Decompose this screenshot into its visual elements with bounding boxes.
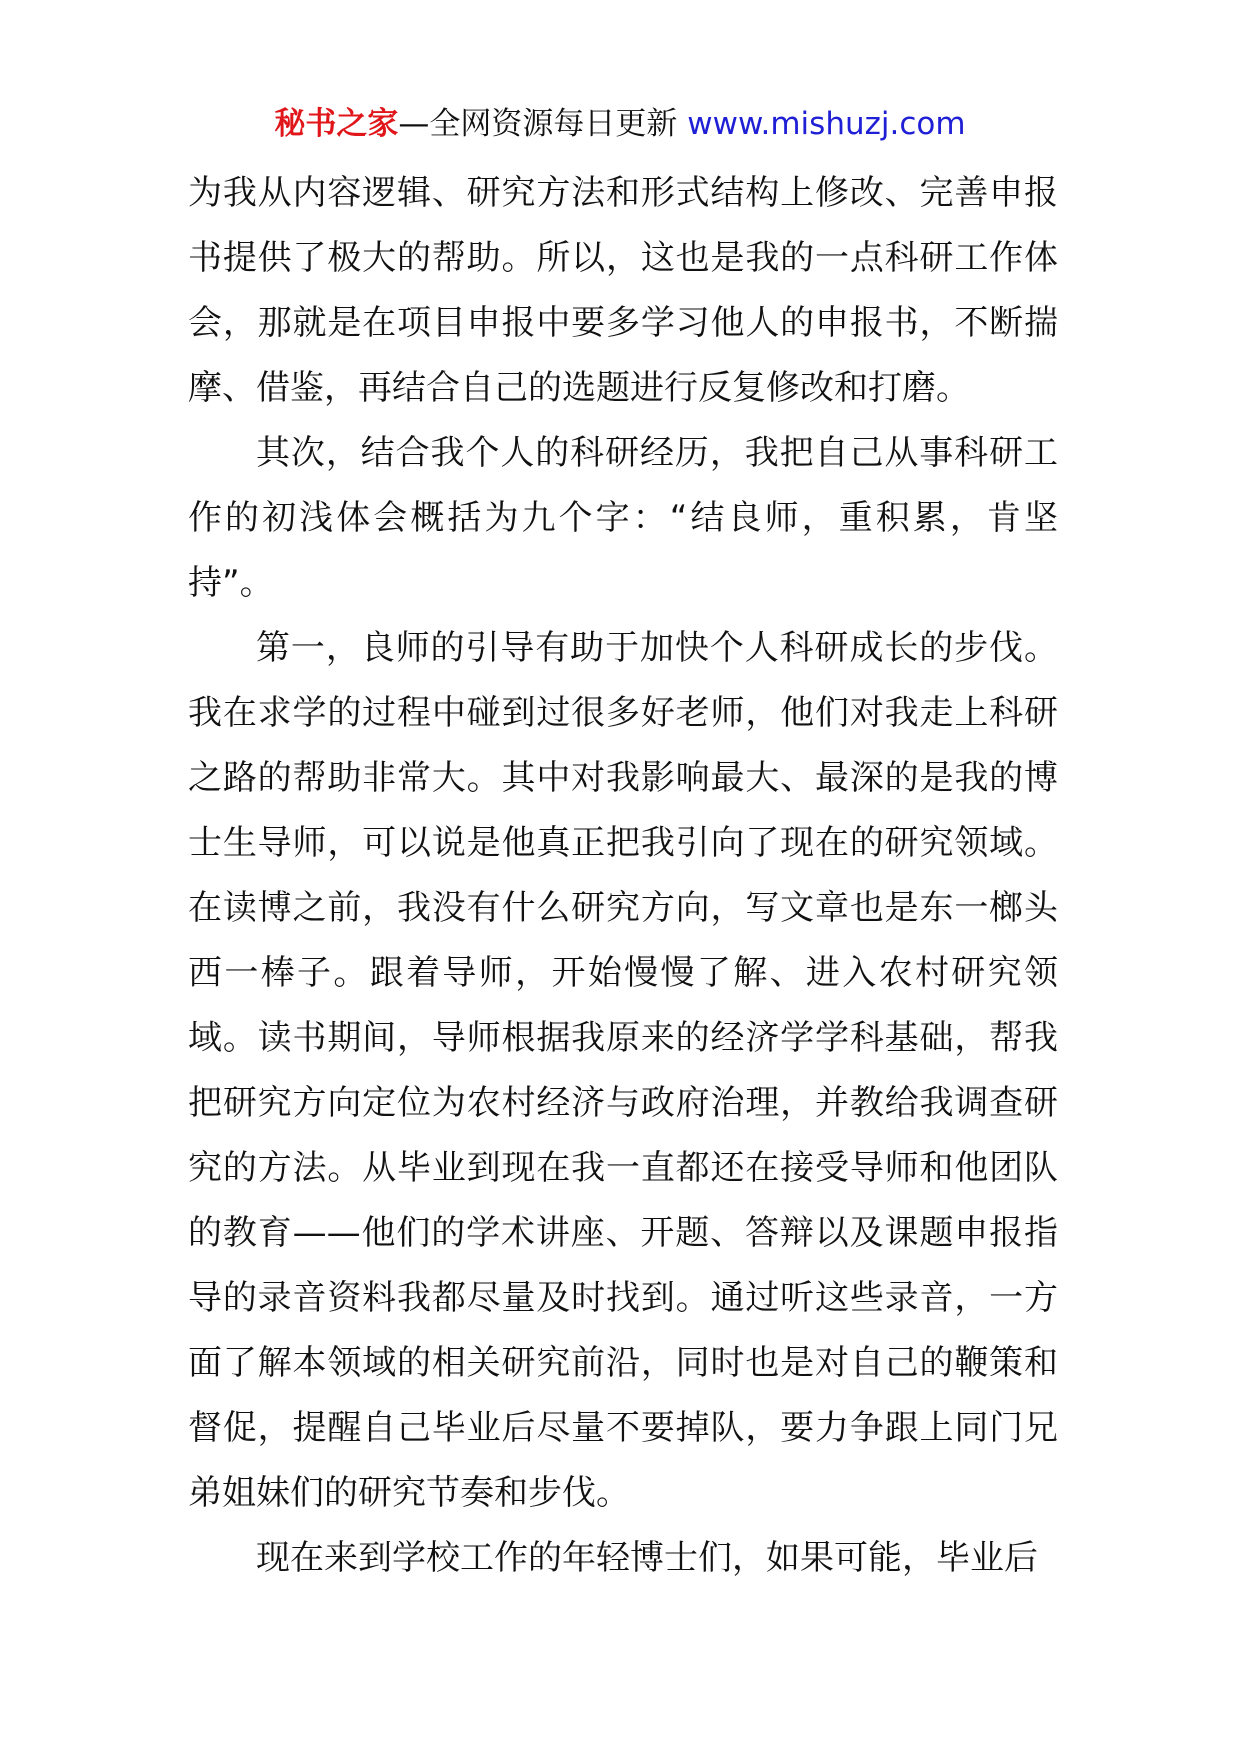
paragraph: 为我从内容逻辑、研究方法和形式结构上修改、完善申报书提供了极大的帮助。所以，这也是我的一点科研工作体会，那就是在项目申报中要多学习他人的申报书，不断揣摩、借鉴，再结合自己的选题进行反复修改和打磨。 — [188, 173, 1058, 408]
brand-name: 秘书之家 — [274, 106, 399, 142]
paragraph: 第一，良师的引导有助于加快个人科研成长的步伐。我在求学的过程中碰到过很多好老师，他们对我走上科研之路的帮助非常大。其中对我影响最大、最深的是我的博士生导师，可以说是他真正把我引向了现在的研究领域。在读博之前，我没有什么研究方向，写文章也是东一榔头西一棒子。跟着导师，开始慢慢了解、进入农村研究领域。读书期间，导师根据我原来的经济学学科基础，帮我把研究方向定位为农村经济与政府治理，并教给我调查研究的方法。从毕业到现在我一直都还在接受导师和他团队的教育——他们的学术讲座、开题、答辩以及课题申报指导的录音资料我都尽量及时找到。通过听这些录音，一方面了解本领域的相关研究前沿，同时也是对自己的鞭策和督促，提醒自己毕业后尽量不要掉队，要力争跟上同门兄弟姐妹们的研究节奏和步伐。 — [188, 628, 1058, 1513]
website-link[interactable]: www.mishuzj.com — [687, 106, 966, 142]
header-tagline: —全网资源每日更新 — [398, 106, 678, 142]
paragraph: 现在来到学校工作的年轻博士们，如果可能，毕业后 — [256, 1538, 1038, 1578]
paragraph: 其次，结合我个人的科研经历，我把自己从事科研工作的初浅体会概括为九个字：“结良师，重积累，肯坚持”。 — [188, 433, 1058, 603]
page-header — [0, 100, 1240, 148]
document-body — [188, 161, 1058, 1591]
